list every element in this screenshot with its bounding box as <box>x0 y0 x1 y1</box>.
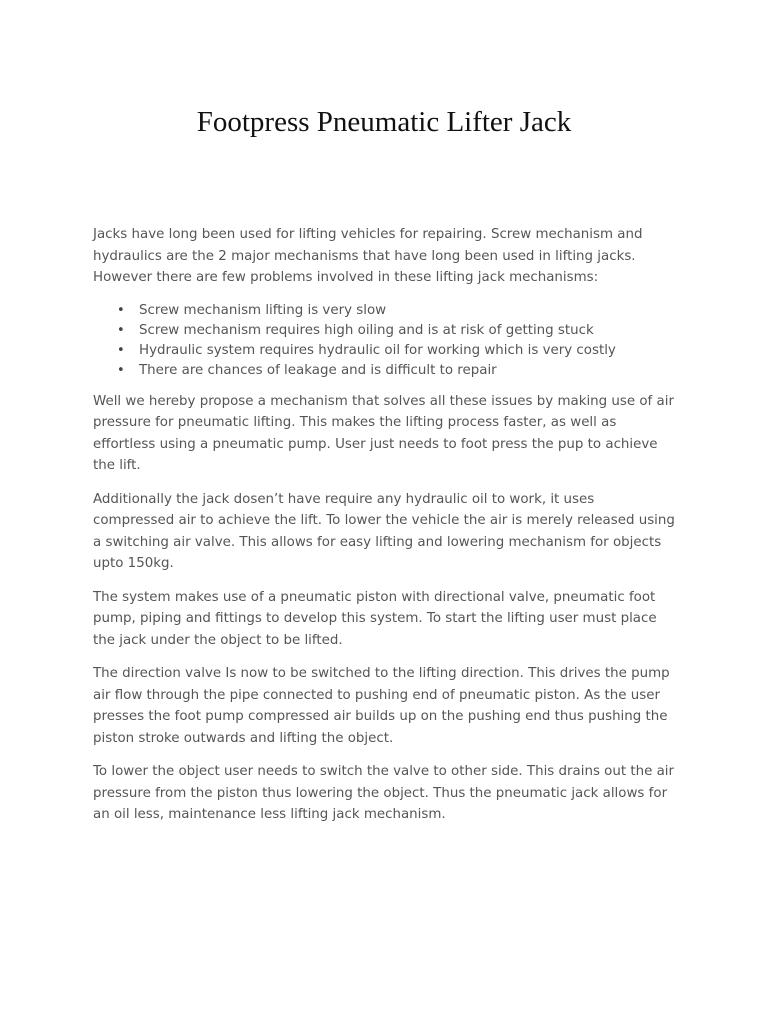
bullet-icon: • <box>117 302 125 318</box>
body-paragraph: Well we hereby propose a mechanism that solves all these issues by making use of air pressure for pneumatic lifting. This makes the lifting process faster, as well as effortless using a pneumatic pump. User just needs to foot press the pup to achieve the lift. <box>93 393 674 473</box>
problems-list <box>93 301 675 381</box>
list-item-text: Screw mechanism requires high oiling and is at risk of getting stuck <box>139 322 594 338</box>
list-item <box>117 361 675 381</box>
body-paragraph: To lower the object user needs to switch the valve to other side. This drains out the air pressure from the piston thus lowering the object. Thus the pneumatic jack allows for an oil less, maintenance less lifting jack mechanism. <box>93 764 675 822</box>
list-item <box>117 301 675 321</box>
list-item-text: Screw mechanism lifting is very slow <box>139 302 387 318</box>
bullet-icon: • <box>117 362 125 378</box>
list-item <box>117 321 675 341</box>
body-paragraph: The system makes use of a pneumatic piston with directional valve, pneumatic foot pump, piping and fittings to develop this system. To start the lifting user must place the jack under the object to be lifted. <box>93 589 657 648</box>
list-item <box>117 341 675 361</box>
bullet-icon: • <box>117 342 125 358</box>
intro-paragraph: Jacks have long been used for lifting vehicles for repairing. Screw mechanism and hydraulics are the 2 major mechanisms that have long been used in lifting jacks. However there are few problems involved in these lifting jack mechanisms: <box>93 227 643 285</box>
list-item-text: There are chances of leakage and is difficult to repair <box>139 362 497 378</box>
page-title: Footpress Pneumatic Lifter Jack <box>196 106 572 138</box>
list-item-text: Hydraulic system requires hydraulic oil for working which is very costly <box>139 342 616 358</box>
body-paragraph: The direction valve Is now to be switched to the lifting direction. This drives the pump air flow through the pipe connected to pushing end of pneumatic piston. As the user presses the foot pump compressed air builds up on the pushing end thus pushing the piston stroke outwards and lifting the object. <box>93 666 670 746</box>
bullet-icon: • <box>117 322 125 338</box>
body-paragraph: Additionally the jack dosen’t have require any hydraulic oil to work, it uses compressed air to achieve the lift. To lower the vehicle the air is merely released using a switching air valve. This allows for easy lifting and lowering mechanism for objects upto 150kg. <box>93 491 675 571</box>
document-body <box>93 224 675 838</box>
